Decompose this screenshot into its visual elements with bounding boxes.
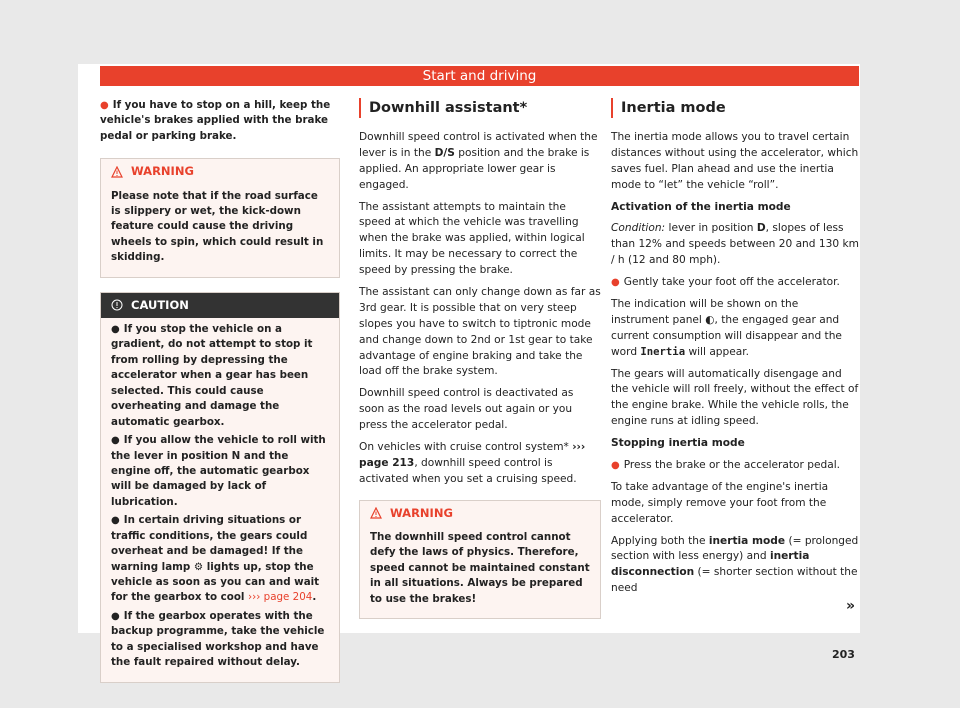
- downhill-p4: Downhill speed control is deactivated as soon as the road levels out again or you press the accelerator pedal.: [359, 387, 574, 432]
- text: , downhill speed control is activated when you set a cruising speed.: [359, 456, 577, 485]
- info-circle-icon: [111, 299, 123, 311]
- caution-header: [101, 293, 339, 318]
- inertia-p5: [611, 534, 859, 598]
- text: , the engaged gear and current consumption will disappear and the word: [611, 313, 842, 358]
- inertia-bullet-1: [611, 275, 859, 291]
- instrument-panel-icon: ◐: [705, 313, 715, 326]
- column-1: [100, 98, 340, 683]
- heading-activation: Activation of the inertia mode: [611, 200, 791, 213]
- text: On vehicles with cruise control system*: [359, 441, 569, 454]
- bullet-icon: ●: [100, 100, 109, 111]
- inertia-bullet-2: [611, 458, 859, 474]
- page-number: 203: [832, 648, 855, 661]
- gearbox-warning-lamp-icon: ⚙: [193, 560, 204, 573]
- chapter-header: Start and driving: [100, 66, 859, 86]
- caution-item-text: If you stop the vehicle on a gradient, do not attempt to stop it from rolling by depressing the accelerator when a gear has been selected. This could cause overheating and damage the automatic gearbox.: [111, 323, 313, 428]
- warning-header: [101, 159, 339, 184]
- warning-text: Please note that if the road surface is slippery or wet, the kick-down feature could cause the driving wheels to spin, which could result in skidding.: [111, 189, 324, 264]
- caution-item-4: [111, 609, 329, 671]
- text-mono: Inertia: [640, 345, 686, 358]
- caution-item-end: .: [312, 591, 317, 604]
- bullet-icon: ●: [611, 460, 620, 472]
- intro-text: If you have to stop on a hill, keep the vehicle's brakes applied with the brake pedal or parking brake.: [100, 99, 331, 142]
- text-bold: inertia mode: [708, 534, 786, 547]
- bullet-icon: ●: [111, 610, 120, 622]
- warning-label: WARNING: [390, 505, 453, 520]
- bullet-icon: ●: [111, 435, 120, 447]
- text: Applying both the: [611, 534, 706, 547]
- caution-item-text: lights up, stop the vehicle as soon as you can and wait for the gearbox to cool: [111, 560, 320, 604]
- text: Gently take your foot off the accelerator.: [623, 276, 840, 289]
- page-link[interactable]: ››› page 204: [248, 591, 313, 604]
- downhill-p1: [359, 130, 601, 194]
- warning-text: The downhill speed control cannot defy the laws of physics. Therefore, speed cannot be maintained constant in all situations. Always be prepared to use the brakes!: [370, 530, 590, 605]
- warning-body: [101, 185, 339, 277]
- bullet-icon: ●: [111, 515, 120, 527]
- warning-triangle-icon: [111, 166, 123, 178]
- inertia-p4: To take advantage of the engine's inertia mode, simply remove your foot from the accelerator.: [611, 480, 829, 525]
- warning-header: [360, 501, 600, 526]
- page-link[interactable]: ››› page 213: [359, 441, 586, 469]
- warning-body: [360, 526, 600, 618]
- inertia-condition: [611, 221, 859, 269]
- text-bold: inertia disconnection: [611, 550, 810, 579]
- text: Downhill speed control is activated when the lever is in the: [359, 131, 598, 159]
- caution-item-2: [111, 433, 329, 510]
- downhill-p5: [359, 440, 601, 488]
- section-title-downhill: Downhill assistant*: [359, 98, 601, 118]
- intro-bullet: [100, 98, 340, 144]
- inertia-p2: [611, 297, 859, 361]
- condition-label: Condition:: [611, 222, 666, 235]
- warning-label: WARNING: [131, 164, 194, 179]
- text: (= prolonged section with less energy) and: [611, 534, 859, 563]
- text: , slopes of less than 12% and speeds between 20 and 130 km / h (12 and 80 mph).: [611, 222, 859, 267]
- text: position and the brake is applied. An appropriate lower gear is engaged.: [359, 146, 590, 191]
- downhill-warning-box: [359, 500, 601, 619]
- heading-stopping: Stopping inertia mode: [611, 437, 745, 450]
- caution-item-text: In certain driving situations or traffic conditions, the gears could overheat and be damaged! If the warning lamp: [111, 514, 308, 573]
- caution-box: [100, 292, 340, 683]
- section-title-inertia: Inertia mode: [611, 98, 859, 118]
- caution-body: [101, 318, 339, 682]
- inertia-p1: The inertia mode allows you to travel certain distances without using the accelerator, which saves fuel. Plan ahead and use the inertia mode to “let” the vehicle “roll”.: [611, 131, 859, 191]
- caution-item-text: If you allow the vehicle to roll with the lever in position N and the engine off, the automatic gearbox will be damaged by lack of lubrication.: [111, 434, 326, 508]
- downhill-p3: The assistant can only change down as far as 3rd gear. It is possible that on very steep slopes you have to switch to tiptronic mode and change down to 2nd or 1st gear to take advantage of engine braking and take the load off the brake system.: [359, 286, 601, 378]
- text: The indication will be shown on the instrument panel: [611, 298, 799, 326]
- column-3: [611, 98, 859, 603]
- warning-triangle-icon: [370, 507, 382, 519]
- text: will appear.: [688, 345, 750, 358]
- inertia-p3: The gears will automatically disengage and the vehicle will roll freely, without the effect of the engine brake. While the vehicle rolls, the engine runs at idling speed.: [611, 367, 859, 428]
- caution-item-text: If the gearbox operates with the backup programme, take the vehicle to a specialised workshop and have the fault repaired without delay.: [111, 609, 325, 669]
- caution-item-1: [111, 322, 329, 430]
- caution-item-3: [111, 513, 329, 606]
- bullet-icon: ●: [111, 324, 120, 335]
- text: lever in position: [668, 222, 754, 235]
- caution-label: CAUTION: [131, 297, 189, 312]
- column-2: [359, 98, 601, 619]
- bullet-icon: ●: [611, 277, 620, 289]
- text: Press the brake or the accelerator pedal.: [623, 459, 841, 472]
- text-bold: D: [756, 222, 766, 235]
- warning-box: [100, 158, 340, 277]
- text-bold: D/S: [434, 146, 455, 159]
- continued-marker: »: [846, 598, 856, 614]
- downhill-p2: The assistant attempts to maintain the speed at which the vehicle was travelling when the brake was applied, within logical limits. It may be necessary to correct the speed by pressing the brake.: [359, 200, 585, 277]
- text: (= shorter section without the need: [611, 566, 858, 595]
